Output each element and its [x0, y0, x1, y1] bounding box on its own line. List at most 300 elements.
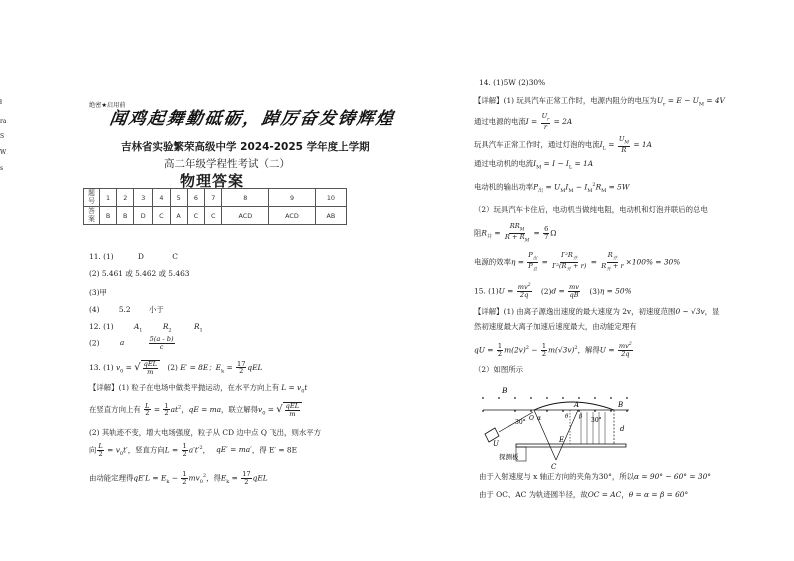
answer-table-row — [84, 189, 347, 207]
detail-line — [474, 343, 634, 358]
fraction — [618, 343, 633, 358]
sym: R — [601, 262, 607, 271]
sym: + r — [610, 262, 624, 271]
page-title: 物理答案 — [180, 172, 245, 190]
denominator: 2 — [497, 350, 503, 359]
expr: = U — [543, 182, 561, 192]
sup: 2 — [525, 345, 529, 352]
label-U: U — [493, 440, 499, 448]
denominator: 7 — [544, 233, 549, 242]
sub: 0 — [301, 388, 305, 395]
op: = — [531, 228, 543, 238]
q-label: (2) — [167, 362, 178, 372]
question-number: 10 — [315, 189, 346, 207]
fraction — [517, 284, 532, 299]
expr: = 1A — [572, 159, 594, 168]
expr: qEL — [247, 362, 263, 372]
detail-line — [474, 183, 629, 194]
expr: t — [304, 383, 308, 392]
fraction — [181, 471, 187, 486]
op: = — [224, 362, 236, 372]
text: ，联立解得 — [221, 404, 258, 414]
sub: M — [568, 187, 574, 194]
sym: I′²R — [561, 251, 573, 259]
label-part: 题 — [88, 189, 95, 198]
fraction — [504, 223, 530, 244]
sym: R — [607, 251, 613, 259]
fraction — [163, 403, 169, 418]
expr: − I — [573, 182, 588, 192]
label-theta: θ — [565, 414, 569, 420]
sym: mv — [517, 283, 528, 292]
expr: qE = ma — [188, 404, 222, 414]
label-beta: β — [579, 414, 583, 420]
sub: M — [560, 187, 566, 194]
denominator — [527, 263, 538, 273]
radicand — [283, 402, 302, 418]
sup: 2 — [199, 444, 203, 451]
q15-answer — [474, 284, 632, 299]
denominator: 2 — [164, 409, 169, 418]
expr: E — [220, 473, 227, 483]
expr: at — [170, 404, 178, 414]
expr: I = — [525, 116, 540, 126]
numerator: 1 — [497, 342, 503, 351]
denominator: 2 — [244, 477, 249, 486]
expr: qEL — [252, 473, 268, 483]
text: 【详解】(1) 玩具汽车正常工作时，电源内阻分的电压为 — [474, 96, 657, 105]
q-label: 12. (1) — [89, 322, 114, 331]
q-label: 13. (1) — [89, 362, 114, 372]
text: ，得 E′ = 8E — [251, 445, 298, 455]
numerator: 17 — [242, 470, 251, 478]
sym: R + R — [504, 233, 525, 242]
sup: 2 — [574, 345, 578, 352]
label-A: A — [574, 401, 580, 409]
answer-table-row — [84, 207, 347, 225]
edge-mark: W — [0, 149, 7, 156]
sub: r — [547, 117, 550, 123]
denominator: c — [159, 342, 164, 351]
label-alpha: α — [537, 415, 542, 422]
sub: 并 — [566, 267, 571, 273]
answer-cell: B — [117, 207, 134, 225]
detail-line: （2）如图所示 — [474, 365, 524, 374]
expr: R — [481, 228, 487, 238]
detail-line — [474, 160, 593, 170]
op: − — [169, 473, 181, 483]
sub: M — [624, 140, 629, 146]
sub: 0 — [262, 410, 266, 417]
text: 通过电源的电流 — [474, 116, 526, 126]
expr: α = 90° − 60° = 30° — [634, 472, 711, 481]
answer — [162, 322, 172, 334]
sub: M — [524, 238, 530, 244]
q11-2: (2) 5.461 或 5.462 或 5.463 — [89, 269, 190, 278]
op: = — [229, 473, 241, 483]
fraction — [143, 361, 158, 376]
fraction — [551, 252, 587, 273]
radicand — [141, 360, 160, 376]
fraction — [149, 336, 175, 351]
expr: L = — [164, 445, 181, 455]
detail-line — [474, 136, 652, 154]
expr: U = — [498, 286, 516, 296]
sym: A — [133, 322, 140, 331]
expr: U = — [599, 345, 617, 355]
q14-answer: 14. (1)5W (2)30% — [479, 78, 546, 87]
sub: k — [166, 478, 170, 485]
detail-line: （2）玩具汽车卡住后，电动机当做纯电阻，电动机和灯泡并联后的总电 — [474, 205, 708, 214]
expr: η = — [510, 257, 527, 267]
q12-1 — [89, 323, 203, 333]
sub: r — [663, 101, 666, 108]
sub: 0 — [120, 368, 124, 375]
detail-line — [479, 473, 711, 480]
text: ， — [202, 445, 211, 455]
text: ，显 — [704, 307, 720, 316]
question-number: 6 — [187, 189, 204, 207]
sub: 出 — [532, 256, 538, 262]
confidential-mark: 绝密★启用前 — [89, 102, 126, 109]
sym: R — [193, 322, 200, 331]
unit: Ω — [550, 228, 557, 238]
text: ，竖直方向 — [127, 445, 165, 455]
edge-mark: ł — [0, 99, 2, 106]
q-label: 15. (1) — [474, 286, 499, 296]
label-C: C — [551, 463, 557, 471]
detail-line — [474, 97, 725, 107]
sup: 2 — [527, 283, 531, 288]
text: ，解得 — [577, 345, 600, 355]
numerator: 6 — [544, 225, 549, 234]
label-d: d — [620, 425, 625, 433]
sub: 2 — [168, 327, 172, 334]
sup: 2 — [202, 472, 207, 479]
answer-cell: AB — [315, 207, 346, 225]
expr: 0 ~ √3v — [675, 307, 705, 316]
question-number: 2 — [117, 189, 134, 207]
denominator: r — [543, 123, 547, 132]
op: = — [605, 139, 617, 149]
fraction — [144, 403, 150, 418]
answer-cell: A — [170, 207, 187, 225]
op: = — [151, 404, 163, 414]
sym: mv — [618, 342, 629, 351]
expr: qU = — [474, 345, 496, 355]
detail-line — [479, 491, 688, 498]
label-detector: 探测板 — [499, 453, 519, 461]
text: 阻 — [474, 228, 482, 238]
sub: M — [601, 187, 607, 194]
answer-table — [83, 188, 347, 225]
sub: L — [568, 164, 573, 171]
q-label: (3) — [589, 286, 600, 296]
numerator: L — [145, 401, 150, 410]
fraction — [236, 361, 246, 376]
q11-4 — [89, 306, 164, 313]
sub: 总 — [532, 267, 538, 273]
label-B: B — [502, 386, 508, 395]
q11-1 — [89, 253, 178, 260]
denominator: 2 — [541, 350, 547, 359]
answer: C — [172, 252, 178, 261]
expr: I — [565, 182, 569, 192]
text: ， — [181, 404, 189, 414]
denominator — [504, 234, 530, 244]
expr: qE′ = ma′ — [216, 445, 252, 455]
numerator: L — [98, 442, 103, 450]
sup: 2 — [592, 182, 596, 188]
expr: d = — [551, 286, 568, 296]
q-label: 11. (1) — [89, 252, 114, 261]
answer — [133, 322, 143, 334]
sym: P — [528, 262, 533, 271]
text: 向 — [89, 445, 97, 455]
school-line: 吉林省实验繁荣高级中学 2024-2025 学年度上学期 — [121, 141, 370, 153]
expr: mv — [188, 473, 200, 483]
expr: qE′L = E — [133, 473, 167, 483]
numerator: qEL — [143, 360, 158, 368]
label-part: 案 — [88, 214, 95, 223]
expr: P — [533, 182, 539, 192]
numerator: qEL — [285, 402, 300, 410]
sqrt-sign: √ — [276, 403, 283, 415]
sub: M — [698, 101, 704, 108]
question-number: 8 — [222, 189, 269, 207]
expr: E′ = 8E；E — [180, 362, 222, 372]
denominator: 2q — [621, 350, 630, 359]
detail-line: 然初速度最大离子加速后速度最大，由动能定理有 — [474, 322, 637, 331]
text: 电源的效率 — [474, 257, 511, 267]
expr: = 5W — [606, 182, 630, 192]
detail-line: (2) 其轨迹不变，增大电场强度，粒子从 CD 边中点 Q 飞出，则水平方 — [89, 428, 322, 437]
sym: U — [541, 112, 548, 120]
denominator: 2 — [182, 477, 187, 486]
sym: I′²(R — [552, 262, 567, 271]
edge-mark: ra — [0, 118, 7, 125]
fraction — [543, 226, 549, 241]
op: = — [492, 228, 503, 238]
text: 由于入射速度与 x 轴正方向的夹角为30°，所以 — [479, 472, 634, 481]
q-label: (2) — [540, 286, 552, 296]
expr: = v — [104, 445, 120, 455]
numerator: 1 — [182, 470, 187, 478]
sub: 并 — [612, 256, 618, 262]
text: 由于 OC、AC 为轨迹圆半径，故 — [479, 490, 588, 499]
answer: 5.2 — [118, 305, 131, 314]
answer: D — [137, 252, 144, 261]
expr: = I − I — [541, 159, 569, 168]
numerator: 1 — [541, 342, 547, 351]
text: 通过电动机的电流 — [474, 159, 534, 168]
detector-plate — [516, 444, 626, 447]
expr: a′t′ — [188, 445, 200, 455]
q-label: (2) — [89, 338, 100, 348]
sub: M — [587, 187, 593, 194]
label-angle2: 30° — [591, 417, 602, 424]
label-O: O — [529, 415, 534, 422]
numerator: 1 — [164, 401, 169, 410]
denominator: m — [147, 367, 154, 376]
detail-line — [89, 471, 268, 486]
sub: k — [226, 478, 230, 485]
sqrt-sign: √ — [134, 361, 141, 373]
sub: L — [602, 145, 606, 152]
op: − — [528, 345, 540, 355]
text: 电动机的输出功率 — [474, 182, 534, 192]
sub: 并 — [572, 256, 578, 262]
sup: 2 — [178, 404, 182, 411]
sub: k — [221, 368, 225, 375]
question-number: 5 — [170, 189, 187, 207]
sym: RR — [509, 222, 520, 230]
edge-mark: S — [0, 133, 5, 140]
fraction — [97, 443, 103, 458]
question-number: 4 — [153, 189, 170, 207]
sub: M — [519, 227, 525, 233]
numerator: 17 — [237, 359, 246, 368]
answer-cell: ACD — [269, 207, 316, 225]
expr: m(√3v) — [548, 345, 575, 355]
fraction — [541, 343, 547, 358]
text: ， — [621, 490, 629, 499]
expr: = 2A — [551, 116, 573, 126]
fraction — [527, 252, 538, 273]
fraction — [600, 252, 624, 273]
fraction — [241, 471, 251, 486]
op: = — [123, 362, 135, 372]
label-E: E — [559, 436, 565, 444]
sym: + r) — [570, 262, 587, 271]
denominator: qB — [569, 291, 579, 300]
fraction — [618, 136, 630, 154]
answer — [193, 322, 203, 334]
text: 由动能定理得 — [89, 473, 134, 483]
sub: 1 — [139, 327, 143, 334]
numerator: 5(a - b) — [149, 335, 174, 343]
fraction — [182, 443, 188, 458]
expr: OC = AC — [587, 490, 622, 499]
answer-cell: D — [134, 207, 153, 225]
expr: = 1A — [630, 139, 652, 149]
sup: 2 — [628, 342, 632, 347]
slogan: 闻鸡起舞勤砥砺，踔厉奋发铸辉煌 — [108, 109, 397, 129]
detail-line — [89, 402, 302, 418]
denominator: 2 — [239, 367, 244, 376]
text: 【详解】(1) 由离子源逸出速度的最大速度为 2v，初速度范围 — [474, 307, 676, 316]
op: = — [265, 404, 277, 414]
numerator: mv — [569, 283, 580, 292]
denominator: 2q — [519, 291, 529, 300]
header-cell — [84, 189, 100, 207]
sub: 0 — [199, 478, 203, 485]
question-number: 9 — [269, 189, 316, 207]
sym: R — [162, 322, 169, 331]
expr: I — [533, 159, 537, 168]
sub: M — [536, 164, 542, 171]
detail-line — [474, 223, 556, 244]
denominator: 2 — [145, 409, 150, 418]
expr: L = v — [281, 383, 302, 392]
numerator: 1 — [182, 442, 187, 450]
edge-mark: s — [0, 165, 4, 172]
op: = — [539, 257, 551, 267]
fraction — [497, 343, 503, 358]
label-part: 答 — [88, 207, 95, 216]
expr: m(2v) — [504, 345, 526, 355]
denominator: 2 — [98, 449, 103, 458]
expr: = 4V — [703, 96, 725, 105]
expr: U — [656, 96, 664, 105]
expr: ×100% = 30% — [625, 257, 681, 267]
sub: 并 — [606, 267, 611, 273]
q13 — [89, 360, 262, 376]
q11-3: (3)甲 — [89, 288, 107, 297]
fraction — [541, 113, 551, 131]
label-B-point: B — [618, 401, 624, 409]
fraction — [568, 284, 580, 299]
fraction — [285, 403, 300, 418]
expr: R — [595, 182, 602, 192]
text: 在竖直方向上有 — [89, 404, 141, 414]
detail-line — [474, 252, 680, 273]
detail-line — [89, 384, 307, 394]
answer: 小于 — [148, 305, 164, 314]
q12-2 — [89, 336, 176, 351]
label-part: 号 — [88, 196, 95, 205]
denominator: 2 — [182, 449, 187, 458]
label-angle1: 30° — [515, 419, 526, 426]
sub: 0 — [119, 450, 124, 457]
denominator — [600, 263, 624, 273]
sub: 出 — [538, 187, 544, 194]
sub: 1 — [199, 327, 203, 334]
sym: P — [528, 251, 533, 259]
answer-cell: B — [100, 207, 117, 225]
denominator — [551, 263, 587, 273]
denominator: m — [289, 409, 296, 418]
q-label: (4) — [89, 305, 100, 314]
expr: t′ — [123, 445, 128, 455]
expr: η = 50% — [599, 286, 632, 296]
answer-cell: C — [153, 207, 170, 225]
expr: = E − U — [665, 96, 699, 105]
detail-line — [89, 443, 297, 458]
answer: a — [119, 338, 125, 348]
answer-cell: ACD — [222, 207, 269, 225]
op: = — [588, 257, 600, 267]
sub: 并 — [486, 234, 492, 240]
exam-line: 高二年级学程性考试（二） — [164, 158, 290, 170]
expr: I — [599, 139, 603, 149]
question-number: 1 — [100, 189, 117, 207]
header-cell — [84, 207, 100, 225]
answer-cell: C — [187, 207, 204, 225]
detail-line — [474, 308, 719, 315]
detail-line — [474, 113, 572, 131]
expr: v — [258, 404, 263, 414]
question-number: 7 — [205, 189, 222, 207]
sym: U — [618, 135, 625, 143]
expr: θ = α = β = 60° — [628, 490, 689, 499]
denominator: R — [621, 146, 627, 155]
sym: v — [115, 362, 121, 372]
question-number: 3 — [134, 189, 153, 207]
text: ，得 — [206, 473, 221, 483]
text: 玩具汽车正常工作时，通过灯泡的电流 — [474, 139, 600, 149]
answer-cell: C — [205, 207, 222, 225]
